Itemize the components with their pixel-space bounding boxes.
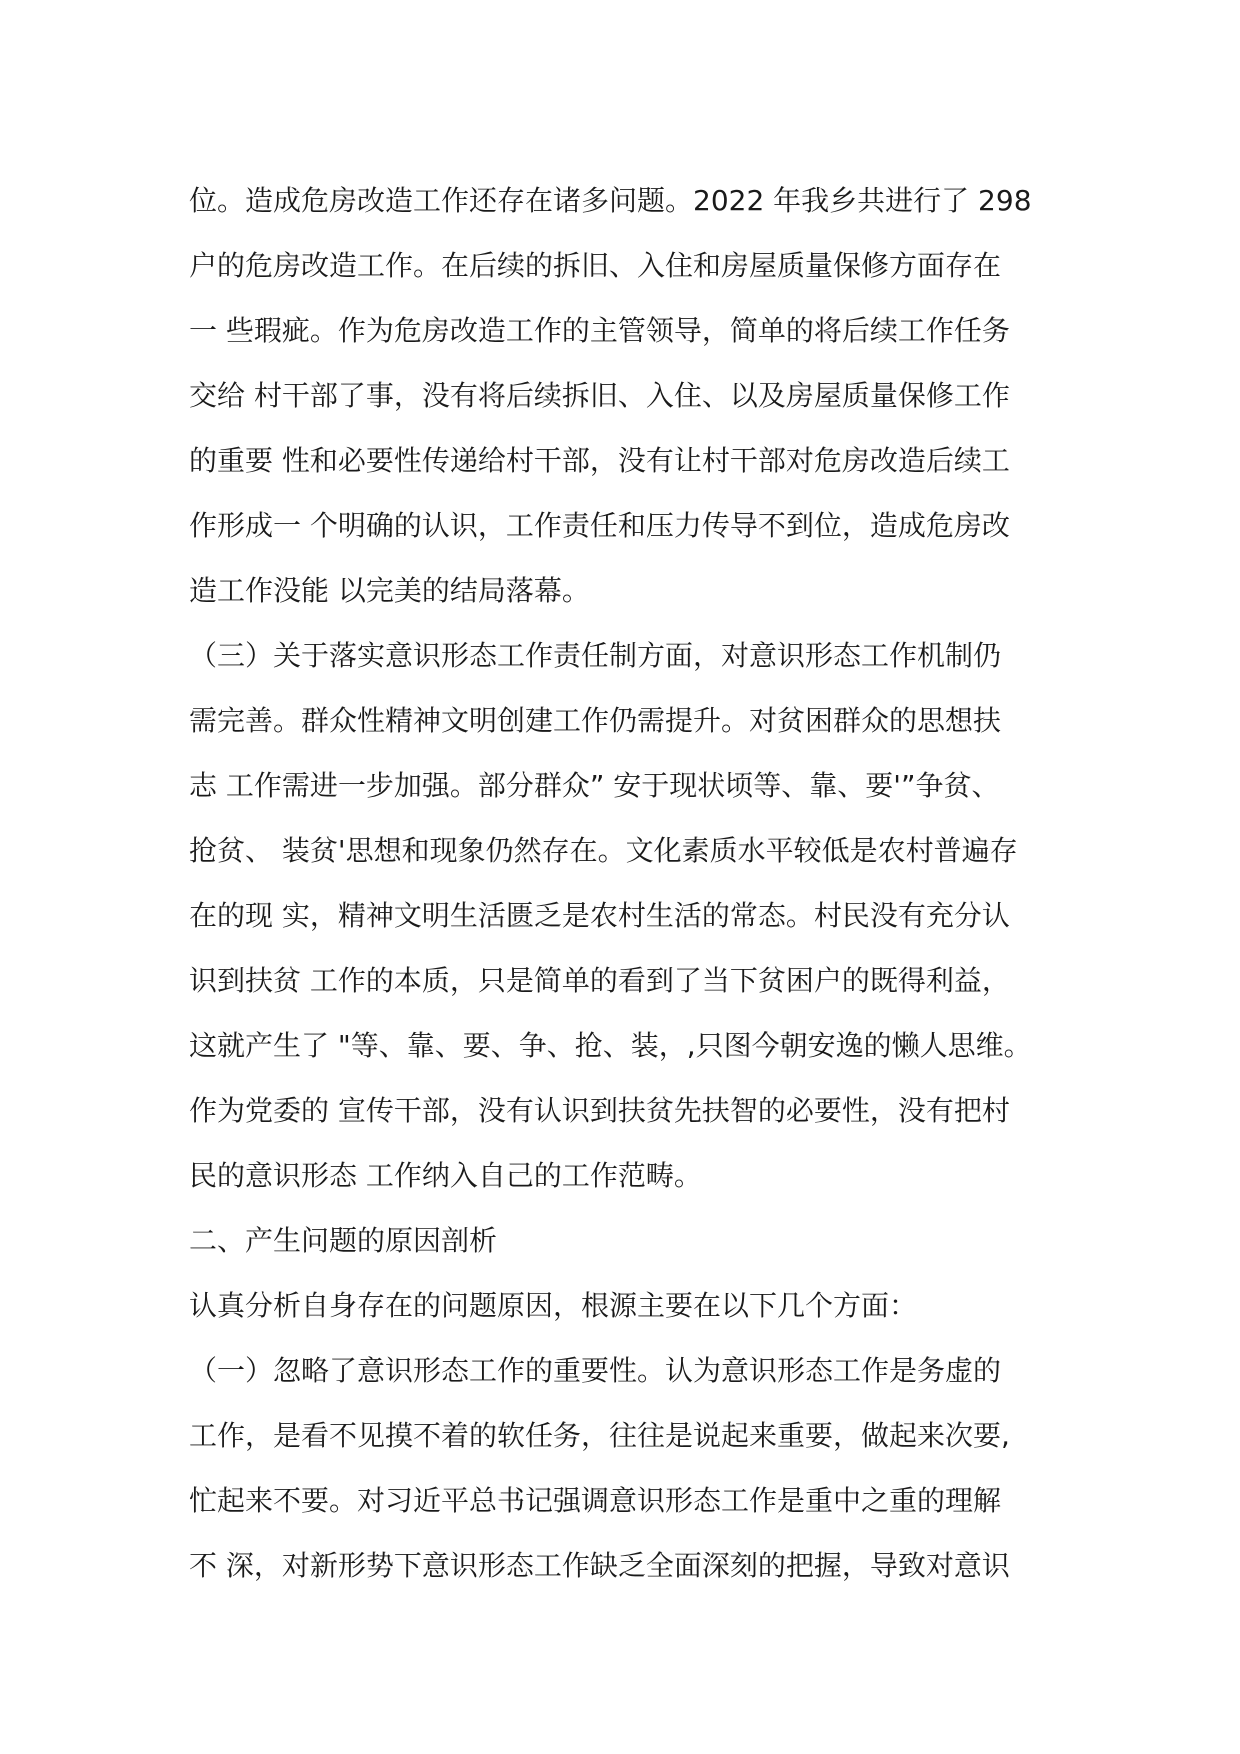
text-line: 位。造成危房改造工作还存在诸多问题。2022 年我乡共进行了 298 [189,184,1032,217]
section-heading-2: 二、产生问题的原因剖析 [189,1224,498,1257]
text-line: 在的现 实，精神文明生活匮乏是农村生活的常态。村民没有充分认 [189,899,1010,932]
body-text [189,168,1069,1598]
text-line: 的重要 性和必要性传递给村干部，没有让村干部对危房改造后续工 [189,444,1010,477]
text-line: 作为党委的 宣传干部，没有认识到扶贫先扶智的必要性，没有把村 [189,1094,1010,1127]
text-line: 识到扶贫 工作的本质，只是简单的看到了当下贫困户的既得利益， [189,964,1010,997]
text-line: 忙起来不要。对习近平总书记强调意识形态工作是重中之重的理解 [189,1484,1002,1517]
text-line: 作形成一 个明确的认识，工作责任和压力传导不到位，造成危房改 [189,509,1010,542]
text-line: 户的危房改造工作。在后续的拆旧、入住和房屋质量保修方面存在 [189,249,1002,282]
text-line: 抢贫、 装贫'思想和现象仍然存在。文化素质水平较低是农村普遍存 [189,834,1018,867]
text-line: 一 些瑕疵。作为危房改造工作的主管领导，简单的将后续工作任务 [189,314,1010,347]
text-line: 工作，是看不见摸不着的软任务，往往是说起来重要，做起来次要, [189,1419,1010,1452]
section-heading-3: （三）关于落实意识形态工作责任制方面，对意识形态工作机制仍 [189,639,1002,672]
text-line: 不 深，对新形势下意识形态工作缺乏全面深刻的把握，导致对意识 [189,1549,1010,1582]
text-line: 民的意识形态 工作纳入自己的工作范畴。 [189,1159,702,1192]
text-line: 交给 村干部了事，没有将后续拆旧、入住、以及房屋质量保修工作 [189,379,1010,412]
text-line: 志 工作需进一步加强。部分群众” 安于现状顷等、靠、要'”争贫、 [189,769,1000,802]
text-line: 认真分析自身存在的问题原因，根源主要在以下几个方面： [189,1289,918,1322]
text-line: 需完善。群众性精神文明创建工作仍需提升。对贫困群众的思想扶 [189,704,1002,737]
section-heading-1: （一）忽略了意识形态工作的重要性。认为意识形态工作是务虚的 [189,1354,1002,1387]
text-line: 这就产生了 "等、靠、要、争、抢、装，,只图今朝安逸的懒人思维。 [189,1029,1032,1062]
text-line: 造工作没能 以完美的结局落幕。 [189,574,590,607]
